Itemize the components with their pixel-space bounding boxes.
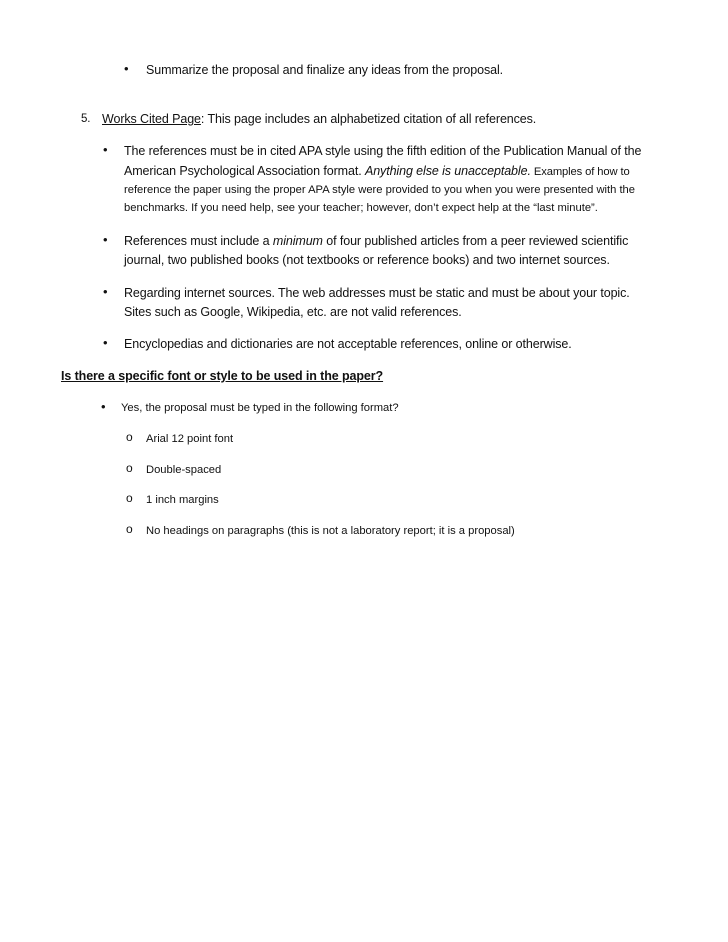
bullet-icon: • — [103, 142, 108, 157]
circle-bullet-icon: o — [126, 491, 133, 505]
question-text: Is there a specific font or style to be used in the paper? — [61, 369, 384, 383]
minimum-refs-text-c: of four published articles from a peer reviewed scientific — [322, 234, 629, 248]
bullet-icon: • — [124, 61, 129, 76]
circle-bullet-icon: o — [126, 522, 133, 536]
format-answer: Yes, the proposal must be typed in the following format? — [121, 402, 399, 414]
bullet-icon: • — [103, 335, 108, 350]
minimum-emphasis: minimum — [272, 234, 323, 248]
section-heading — [102, 110, 536, 128]
bullet-icon: • — [101, 399, 106, 414]
section-number: 5. — [81, 113, 91, 125]
unacceptable-emphasis: Anything else is unacceptable. — [364, 164, 531, 178]
bullet-icon: • — [103, 284, 108, 299]
minimum-refs-line-1 — [124, 232, 628, 250]
format-item-font: Arial 12 point font — [146, 433, 234, 445]
bullet-icon: • — [103, 232, 108, 247]
format-item-spacing: Double-spaced — [146, 464, 222, 476]
summary-bullet-text: Summarize the proposal and finalize any ideas from the proposal. — [146, 63, 503, 77]
works-cited-title: Works Cited Page — [102, 112, 201, 126]
circle-bullet-icon: o — [126, 461, 133, 475]
font-style-question — [61, 367, 383, 385]
minimum-refs-text-a: References must include a — [124, 234, 273, 248]
apa-style-line-1: The references must be in cited APA style using the fifth edition of the Publication Manual of the — [124, 144, 642, 158]
minimum-refs-line-2: journal, two published books (not textbooks or reference books) and two internet sources. — [124, 253, 610, 267]
examples-text: Examples of how to — [530, 166, 630, 178]
apa-format-text: American Psychological Association format. — [124, 164, 365, 178]
apa-style-line-2 — [124, 162, 630, 180]
apa-style-line-3: reference the paper using the proper APA style were provided to you when you were presented with the — [124, 184, 635, 196]
format-item-margins: 1 inch margins — [146, 494, 219, 506]
circle-bullet-icon: o — [126, 430, 133, 444]
internet-sources-line-2: Sites such as Google, Wikipedia, etc. are not valid references. — [124, 305, 462, 319]
encyclopedias-line: Encyclopedias and dictionaries are not acceptable references, online or otherwise. — [124, 337, 572, 351]
internet-sources-line-1: Regarding internet sources. The web addresses must be static and must be about your topic. — [124, 286, 630, 300]
works-cited-description: : This page includes an alphabetized citation of all references. — [200, 112, 537, 126]
apa-style-line-4: benchmarks. If you need help, see your teacher; however, don’t expect help at the “last minute”. — [124, 202, 598, 214]
format-item-headings: No headings on paragraphs (this is not a laboratory report; it is a proposal) — [146, 525, 515, 537]
